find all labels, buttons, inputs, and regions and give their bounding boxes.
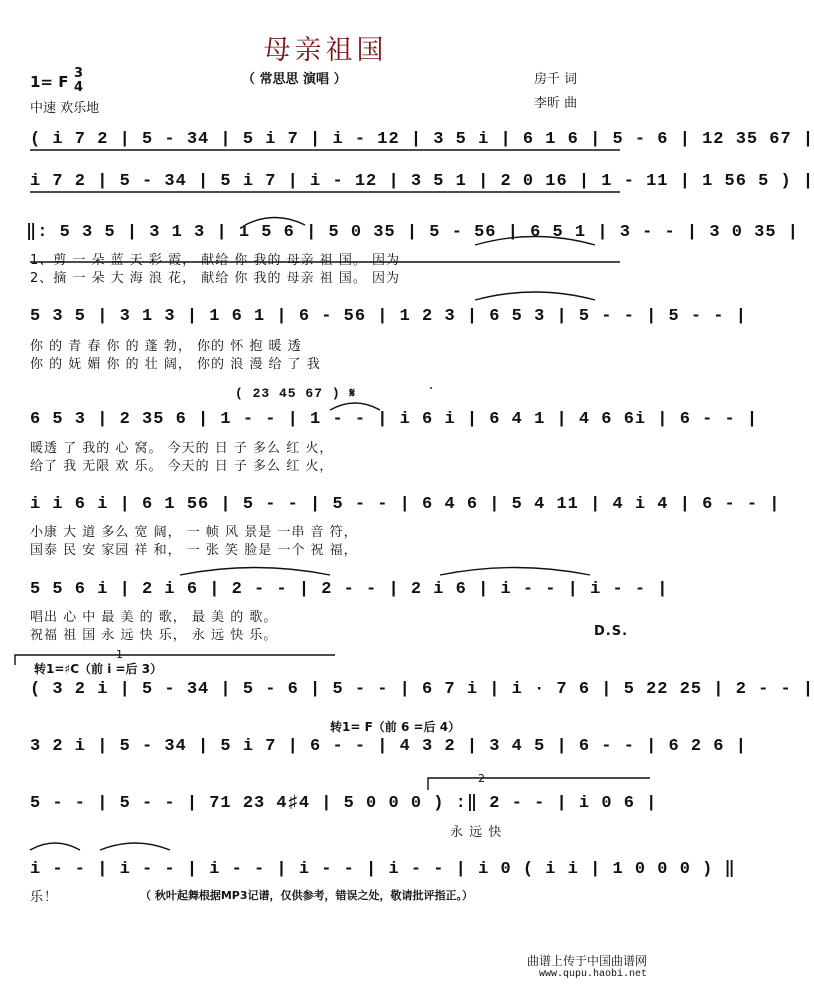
- footer-line-2: www.qupu.haobi.net: [538, 969, 647, 980]
- lyric-line-5-verse-1: 暖透 了 我的 心 窝。 今天的 日 子 多么 红 火，: [30, 441, 334, 456]
- key-change-1: 转1=♯C（前 i =后 3）: [34, 662, 163, 676]
- score-line-4: 5 3 5 | 3 1 3 | 1 6 1 | 6 - 56 | 1 2 3 | 6 5 3 | 5 - - | 5 - - |: [30, 307, 747, 326]
- lyricist: 房千 词: [534, 72, 578, 87]
- lyric-line-4-verse-1: 你 的 青 春 你 的 蓬 勃， 你的 怀 抱 暖 透: [30, 339, 302, 354]
- key-change-2: 转1= F（前 6 =后 4）: [330, 720, 461, 734]
- score-line-11: i - - | i - - | i - - | i - - | i - - | i 0 ( i i | 1 0 0 0 ) ‖: [30, 860, 736, 879]
- lyric-line-11: 乐！: [30, 890, 59, 905]
- lyric-line-3-verse-2: 2、摘 一 朵 大 海 浪 花， 献给 你 我的 母亲 祖 国。 因为: [30, 271, 400, 286]
- time-signature-bottom: 4: [74, 80, 84, 95]
- song-title: 母亲祖国: [263, 35, 388, 66]
- score-line-6: i i 6 i | 6 1 56 | 5 - - | 5 - - | 6 4 6 | 5 4 11 | 4 i 4 | 6 - - |: [30, 495, 781, 514]
- volta-2-label: 2: [478, 772, 485, 785]
- footer-line-1: 曲谱上传于中国曲谱网: [526, 954, 647, 968]
- lyric-line-6-verse-1: 小康 大 道 多么 宽 阔， 一 帧 风 景是 一串 音 符，: [30, 525, 358, 540]
- score-line-2: i 7 2 | 5 - 34 | 5 i 7 | i - 12 | 3 5 1 | 2 0 16 | 1 - 11 | 1 56 5 ) |: [30, 172, 814, 191]
- lyric-line-3-verse-1: 1、剪 一 朵 蓝 天 彩 霞， 献给 你 我的 母亲 祖 国。 因为: [30, 253, 400, 268]
- performer: （ 常思思 演唱 ）: [242, 72, 347, 87]
- transcription-note: （ 秋叶起舞根据MP3记谱，仅供参考，错误之处，敬请批评指正。）: [140, 889, 473, 902]
- lyric-line-6-verse-2: 国泰 民 安 家园 祥 和， 一 张 笑 脸是 一个 祝 福，: [30, 543, 358, 558]
- composer: 李昕 曲: [534, 96, 578, 111]
- lyric-line-10: 永 远 快: [450, 825, 503, 840]
- intro-segno: ( 23 45 67 ) 𝄋: [235, 386, 357, 401]
- lyric-line-7-verse-2: 祝福 祖 国 永 远 快 乐， 永 远 快 乐。: [30, 628, 278, 643]
- score-line-1: ( i 7 2 | 5 - 34 | 5 i 7 | i - 12 | 3 5 i | 6 1 6 | 5 - 6 | 12 35 67 |: [30, 130, 814, 149]
- lyric-line-7-verse-1: 唱出 心 中 最 美 的 歌， 最 美 的 歌。: [30, 610, 278, 625]
- score-line-9: 3 2 i | 5 - 34 | 5 i 7 | 6 - - | 4 3 2 | 3 4 5 | 6 - - | 6 2 6 |: [30, 737, 747, 756]
- score-line-7: 5 5 6 i | 2 i 6 | 2 - - | 2 - - | 2 i 6 | i - - | i - - |: [30, 580, 669, 599]
- time-signature-top: 3: [74, 66, 84, 81]
- score-line-8: ( 3 2 i | 5 - 34 | 5 - 6 | 5 - - | 6 7 i | i · 7 6 | 5 22 25 | 2 - - |: [30, 680, 814, 699]
- tempo-marking: 中速 欢乐地: [30, 101, 100, 116]
- score-line-5: 6 5 3 | 2 35 6 | 1 - - | 1 - - | i 6 i | 6 4 1 | 4 6 6i | 6 - - |: [30, 410, 759, 429]
- key-signature: 1= F: [30, 73, 69, 91]
- site-footer: [527, 954, 647, 982]
- volta-1-label: 1: [116, 648, 123, 661]
- score-line-10: 5 - - | 5 - - | 71 23 4♯4 | 5 0 0 0 ) :‖ 2 - - | i 0 6 |: [30, 794, 658, 813]
- dal-segno-mark: D.S.: [594, 624, 629, 639]
- lyric-line-4-verse-2: 你 的 妩 媚 你 的 壮 阔， 你的 浪 漫 给 了 我: [30, 357, 321, 372]
- lyric-line-5-verse-2: 给了 我 无限 欢 乐。 今天的 日 子 多么 红 火，: [30, 459, 334, 474]
- score-line-3: ‖: 5 3 5 | 3 1 3 | 1 5 6 | 5 0 35 | 5 - 56 | 6 5 1 | 3 - - | 3 0 35 |: [26, 223, 799, 242]
